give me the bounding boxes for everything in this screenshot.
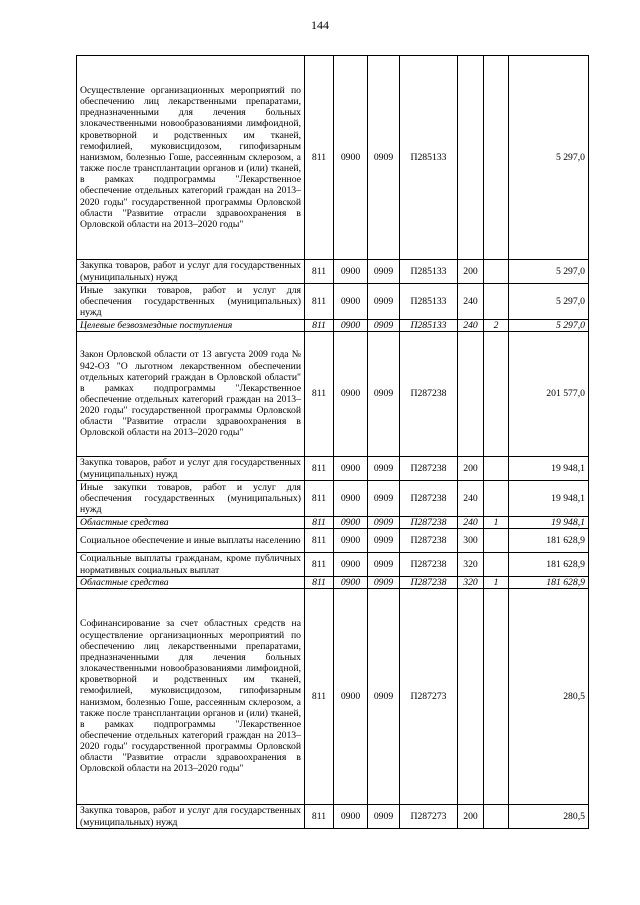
cell-target-article-code: П287238 [400, 517, 458, 529]
cell-target-article-code: П285133 [400, 320, 458, 332]
table-row [77, 577, 589, 589]
table-row [77, 481, 589, 517]
cell-subsection-code: 0909 [368, 481, 400, 517]
cell-section-code: 0900 [334, 56, 368, 260]
cell-subsection-code: 0909 [368, 56, 400, 260]
row-description: Софинансирование за счет областных средств на осуществление организационных мероприятий по обеспечению лиц лекарственными препаратами, предназначенными для лечения больных злокачественными новообразованиями лимфоидной, кроветворной и родственных им тканей, гемофилией, муковисцидозом, гипофизарным нанизмом, болезнью Гоше, рассеянным склерозом, а также после трансплантации органов и (или) тканей, в рамках подпрограммы "Лекарственное обеспечение отдельных категорий граждан на 2013–2020 годы" государственной программы Орловской области "Развитие отрасли здравоохранения в Орловской области на 2013–2020 годы" [77, 589, 305, 805]
table-row [77, 805, 589, 829]
cell-amount: 5 297,0 [509, 56, 589, 260]
cell-ministry-code: 811 [305, 577, 334, 589]
cell-funding-source-code: 1 [484, 577, 509, 589]
cell-expense-type-code [458, 589, 484, 805]
cell-ministry-code: 811 [305, 56, 334, 260]
cell-subsection-code: 0909 [368, 577, 400, 589]
cell-ministry-code: 811 [305, 260, 334, 284]
cell-expense-type-code: 320 [458, 553, 484, 577]
cell-section-code: 0900 [334, 284, 368, 320]
cell-ministry-code: 811 [305, 553, 334, 577]
row-description: Закупка товаров, работ и услуг для государственных (муниципальных) нужд [77, 457, 305, 481]
row-description: Социальные выплаты гражданам, кроме публичных нормативных социальных выплат [77, 553, 305, 577]
cell-target-article-code: П287238 [400, 332, 458, 457]
cell-ministry-code: 811 [305, 589, 334, 805]
cell-subsection-code: 0909 [368, 260, 400, 284]
cell-target-article-code: П287238 [400, 457, 458, 481]
budget-table [76, 55, 589, 829]
row-description: Областные средства [77, 577, 305, 589]
table-row [77, 589, 589, 805]
row-description: Областные средства [77, 517, 305, 529]
cell-subsection-code: 0909 [368, 805, 400, 829]
cell-ministry-code: 811 [305, 529, 334, 553]
cell-section-code: 0900 [334, 517, 368, 529]
page-number: 144 [311, 18, 329, 32]
row-description: Целевые безвозмездные поступления [77, 320, 305, 332]
cell-amount: 181 628,9 [509, 577, 589, 589]
cell-amount: 181 628,9 [509, 553, 589, 577]
cell-subsection-code: 0909 [368, 529, 400, 553]
cell-funding-source-code [484, 553, 509, 577]
row-description: Осуществление организационных мероприятий по обеспечению лиц лекарственными препаратами, предназначенными для лечения больных злокачественными новообразованиями лимфоидной, кроветворной и родственных им тканей, гемофилией, муковисцидозом, гипофизарным нанизмом, болезнью Гоше, рассеянным склерозом, а также после трансплантации органов и (или) тканей, в рамках подпрограммы "Лекарственное обеспечение отдельных категорий граждан на 2013–2020 годы" государственной программы Орловской области "Развитие отрасли здравоохранения в Орловской области на 2013–2020 годы" [77, 56, 305, 260]
cell-target-article-code: П287238 [400, 529, 458, 553]
cell-expense-type-code [458, 332, 484, 457]
cell-amount: 5 297,0 [509, 320, 589, 332]
table-row [77, 56, 589, 260]
cell-target-article-code: П287238 [400, 553, 458, 577]
cell-funding-source-code [484, 260, 509, 284]
cell-amount: 181 628,9 [509, 529, 589, 553]
table-row [77, 457, 589, 481]
cell-funding-source-code [484, 56, 509, 260]
cell-section-code: 0900 [334, 457, 368, 481]
cell-ministry-code: 811 [305, 481, 334, 517]
cell-section-code: 0900 [334, 481, 368, 517]
cell-section-code: 0900 [334, 589, 368, 805]
cell-ministry-code: 811 [305, 457, 334, 481]
cell-ministry-code: 811 [305, 805, 334, 829]
cell-ministry-code: 811 [305, 320, 334, 332]
cell-expense-type-code: 240 [458, 517, 484, 529]
cell-amount: 19 948,1 [509, 517, 589, 529]
cell-amount: 5 297,0 [509, 260, 589, 284]
cell-target-article-code: П285133 [400, 56, 458, 260]
cell-target-article-code: П287273 [400, 589, 458, 805]
cell-funding-source-code [484, 284, 509, 320]
cell-amount: 201 577,0 [509, 332, 589, 457]
cell-target-article-code: П285133 [400, 284, 458, 320]
cell-section-code: 0900 [334, 529, 368, 553]
cell-ministry-code: 811 [305, 332, 334, 457]
cell-subsection-code: 0909 [368, 553, 400, 577]
cell-target-article-code: П287238 [400, 481, 458, 517]
table-row [77, 260, 589, 284]
table-row [77, 529, 589, 553]
cell-subsection-code: 0909 [368, 589, 400, 805]
cell-amount: 19 948,1 [509, 457, 589, 481]
cell-funding-source-code: 1 [484, 517, 509, 529]
table-row [77, 517, 589, 529]
cell-expense-type-code: 320 [458, 577, 484, 589]
cell-subsection-code: 0909 [368, 284, 400, 320]
cell-amount: 19 948,1 [509, 481, 589, 517]
cell-section-code: 0900 [334, 577, 368, 589]
row-description: Иные закупки товаров, работ и услуг для обеспечения государственных (муниципальных) нужд [77, 481, 305, 517]
cell-section-code: 0900 [334, 553, 368, 577]
cell-funding-source-code [484, 589, 509, 805]
cell-target-article-code: П285133 [400, 260, 458, 284]
cell-section-code: 0900 [334, 260, 368, 284]
budget-table-body [77, 56, 589, 829]
cell-funding-source-code [484, 529, 509, 553]
cell-target-article-code: П287238 [400, 577, 458, 589]
cell-section-code: 0900 [334, 805, 368, 829]
row-description: Закупка товаров, работ и услуг для государственных (муниципальных) нужд [77, 260, 305, 284]
table-row [77, 320, 589, 332]
cell-subsection-code: 0909 [368, 332, 400, 457]
cell-funding-source-code: 2 [484, 320, 509, 332]
cell-amount: 280,5 [509, 589, 589, 805]
cell-expense-type-code: 200 [458, 805, 484, 829]
cell-expense-type-code: 200 [458, 457, 484, 481]
cell-funding-source-code [484, 332, 509, 457]
cell-subsection-code: 0909 [368, 457, 400, 481]
cell-funding-source-code [484, 457, 509, 481]
cell-section-code: 0900 [334, 320, 368, 332]
cell-amount: 280,5 [509, 805, 589, 829]
table-row [77, 284, 589, 320]
cell-ministry-code: 811 [305, 517, 334, 529]
cell-expense-type-code: 240 [458, 320, 484, 332]
cell-section-code: 0900 [334, 332, 368, 457]
cell-expense-type-code: 200 [458, 260, 484, 284]
cell-funding-source-code [484, 481, 509, 517]
cell-expense-type-code [458, 56, 484, 260]
row-description: Социальное обеспечение и иные выплаты населению [77, 529, 305, 553]
cell-target-article-code: П287273 [400, 805, 458, 829]
cell-subsection-code: 0909 [368, 517, 400, 529]
cell-expense-type-code: 240 [458, 481, 484, 517]
row-description: Иные закупки товаров, работ и услуг для обеспечения государственных (муниципальных) нужд [77, 284, 305, 320]
cell-funding-source-code [484, 805, 509, 829]
row-description: Закон Орловской области от 13 августа 2009 года № 942-ОЗ "О льготном лекарственном обеспечении отдельных категорий граждан в Орловской области" в рамках подпрограммы "Лекарственное обеспечение отдельных категорий граждан на 2013–2020 годы" государственной программы Орловской области "Развитие отрасли здравоохранения в Орловской области на 2013–2020 годы" [77, 332, 305, 457]
cell-amount: 5 297,0 [509, 284, 589, 320]
table-row [77, 332, 589, 457]
cell-expense-type-code: 240 [458, 284, 484, 320]
cell-expense-type-code: 300 [458, 529, 484, 553]
cell-ministry-code: 811 [305, 284, 334, 320]
row-description: Закупка товаров, работ и услуг для государственных (муниципальных) нужд [77, 805, 305, 829]
cell-subsection-code: 0909 [368, 320, 400, 332]
table-row [77, 553, 589, 577]
